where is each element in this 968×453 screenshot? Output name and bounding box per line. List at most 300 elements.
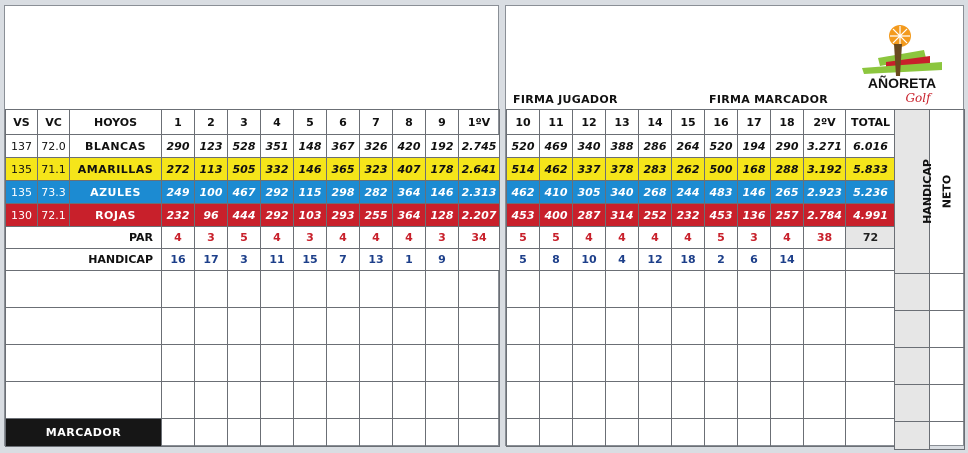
par-value: 4 (162, 227, 195, 249)
score-cell[interactable] (573, 271, 606, 308)
score-cell[interactable] (459, 345, 500, 382)
score-cell[interactable] (540, 308, 573, 345)
score-cell[interactable] (672, 271, 705, 308)
vc-header: VC (38, 110, 70, 135)
player-row (507, 271, 896, 308)
score-cell[interactable] (195, 382, 228, 419)
score-cell[interactable] (846, 308, 896, 345)
tee-distance: 288 (771, 158, 804, 181)
score-cell[interactable] (294, 382, 327, 419)
tee-vc: 72.1 (38, 204, 70, 227)
neto-cell[interactable] (930, 274, 965, 311)
score-cell[interactable] (507, 419, 540, 447)
score-cell[interactable] (804, 419, 846, 447)
score-cell[interactable] (228, 271, 261, 308)
handicap-value: 3 (228, 249, 261, 271)
handicap-value: 1 (393, 249, 426, 271)
score-cell[interactable] (804, 382, 846, 419)
tee-distance: 293 (327, 204, 360, 227)
hole-header: 14 (639, 110, 672, 135)
score-cell[interactable] (360, 308, 393, 345)
handicap-value: 14 (771, 249, 804, 271)
tee-name: AZULES (70, 181, 162, 204)
par-value: 5 (540, 227, 573, 249)
tee-distance: 500 (705, 158, 738, 181)
score-cell[interactable] (195, 419, 228, 447)
tee-distance: 283 (639, 158, 672, 181)
score-cell[interactable] (672, 345, 705, 382)
hole-header: 9 (426, 110, 459, 135)
score-cell[interactable] (228, 308, 261, 345)
tee-distance: 268 (639, 181, 672, 204)
tee-row-amarillas (6, 158, 500, 181)
tee-distance: 462 (507, 181, 540, 204)
score-cell[interactable] (162, 308, 195, 345)
in-header: 2ºV (804, 110, 846, 135)
score-cell[interactable] (606, 308, 639, 345)
handicap-value: 18 (672, 249, 705, 271)
score-cell[interactable] (771, 419, 804, 447)
tee-in: 2.923 (804, 181, 846, 204)
score-cell[interactable] (195, 271, 228, 308)
tee-distance: 194 (738, 135, 771, 158)
score-cell[interactable] (459, 308, 500, 345)
score-cell[interactable] (672, 308, 705, 345)
score-cell[interactable] (606, 345, 639, 382)
score-cell[interactable] (573, 382, 606, 419)
score-cell[interactable] (804, 271, 846, 308)
par-value: 5 (507, 227, 540, 249)
hole-header: 18 (771, 110, 804, 135)
handicap-value: 12 (639, 249, 672, 271)
tee-row-azules (507, 181, 896, 204)
tee-distance: 128 (426, 204, 459, 227)
tee-distance: 337 (573, 158, 606, 181)
score-cell[interactable] (507, 308, 540, 345)
tee-distance: 292 (261, 181, 294, 204)
score-cell[interactable] (507, 382, 540, 419)
tee-vs: 137 (6, 135, 38, 158)
par-value: 4 (393, 227, 426, 249)
tee-row-blancas (6, 135, 500, 158)
logo-script: Golf (905, 91, 931, 105)
score-cell[interactable] (540, 382, 573, 419)
score-cell[interactable] (162, 419, 195, 447)
tee-distance: 520 (507, 135, 540, 158)
tee-distance: 113 (195, 158, 228, 181)
handicap-row (6, 249, 500, 271)
hoyos-header: HOYOS (70, 110, 162, 135)
handicap-value: 6 (738, 249, 771, 271)
tee-in: 3.192 (804, 158, 846, 181)
handicap-value: 2 (705, 249, 738, 271)
score-cell[interactable] (639, 271, 672, 308)
par-value: 4 (639, 227, 672, 249)
marcador-row (507, 419, 896, 447)
handicap-neto-table (894, 109, 965, 450)
tee-out: 2.313 (459, 181, 500, 204)
tee-row-amarillas (507, 158, 896, 181)
tee-distance: 264 (672, 135, 705, 158)
hole-header: 15 (672, 110, 705, 135)
tee-vc: 71.1 (38, 158, 70, 181)
tee-distance: 326 (360, 135, 393, 158)
hole-header: 7 (360, 110, 393, 135)
score-cell[interactable] (639, 419, 672, 447)
tee-distance: 192 (426, 135, 459, 158)
tee-distance: 292 (261, 204, 294, 227)
handicap-cell[interactable] (895, 348, 930, 385)
score-cell[interactable] (639, 308, 672, 345)
player-row (6, 345, 500, 382)
score-cell[interactable] (327, 308, 360, 345)
score-cell[interactable] (639, 345, 672, 382)
par-value: 4 (672, 227, 705, 249)
logo-text: AÑORETA (867, 75, 937, 91)
score-cell[interactable] (771, 345, 804, 382)
tee-distance: 146 (294, 158, 327, 181)
tee-total: 4.991 (846, 204, 896, 227)
tee-distance: 255 (360, 204, 393, 227)
handicap-in (804, 249, 846, 271)
par-value: 5 (228, 227, 261, 249)
tee-distance: 290 (162, 135, 195, 158)
tee-in: 3.271 (804, 135, 846, 158)
score-cell[interactable] (846, 345, 896, 382)
tee-distance: 314 (606, 204, 639, 227)
score-cell[interactable] (195, 345, 228, 382)
tee-distance: 244 (672, 181, 705, 204)
score-cell[interactable] (771, 271, 804, 308)
player-row (507, 382, 896, 419)
tee-vc: 72.0 (38, 135, 70, 158)
tee-distance: 505 (228, 158, 261, 181)
tee-total: 6.016 (846, 135, 896, 158)
tee-distance: 262 (672, 158, 705, 181)
score-cell[interactable] (540, 419, 573, 447)
vs-header: VS (6, 110, 38, 135)
score-cell[interactable] (672, 419, 705, 447)
player-row (6, 271, 500, 308)
player-name-cell[interactable] (6, 308, 162, 345)
firma-jugador-label: FIRMA JUGADOR (513, 93, 618, 106)
score-cell[interactable] (360, 419, 393, 447)
player-row (507, 345, 896, 382)
tee-distance: 252 (639, 204, 672, 227)
handicap-label: HANDICAP (6, 249, 162, 271)
score-cell[interactable] (606, 419, 639, 447)
score-cell[interactable] (261, 308, 294, 345)
tee-distance: 444 (228, 204, 261, 227)
score-cell[interactable] (294, 419, 327, 447)
back-nine-table (506, 109, 896, 447)
marcador-label: MARCADOR (6, 419, 162, 447)
score-cell[interactable] (804, 308, 846, 345)
score-cell[interactable] (705, 419, 738, 447)
player-name-cell[interactable] (6, 271, 162, 308)
tee-vs: 135 (6, 158, 38, 181)
tee-in: 2.784 (804, 204, 846, 227)
tee-distance: 257 (771, 204, 804, 227)
tee-distance: 282 (360, 181, 393, 204)
tee-distance: 469 (540, 135, 573, 158)
tee-distance: 453 (507, 204, 540, 227)
neto-cell[interactable] (930, 311, 965, 348)
score-cell[interactable] (573, 345, 606, 382)
tee-distance: 136 (738, 204, 771, 227)
handicap-value: 17 (195, 249, 228, 271)
handicap-cell[interactable] (895, 385, 930, 422)
tee-distance: 340 (573, 135, 606, 158)
hole-header: 11 (540, 110, 573, 135)
score-cell[interactable] (606, 271, 639, 308)
score-cell[interactable] (426, 419, 459, 447)
tee-distance: 323 (360, 158, 393, 181)
tee-out: 2.207 (459, 204, 500, 227)
score-cell[interactable] (294, 345, 327, 382)
handicap-value: 16 (162, 249, 195, 271)
player-name-cell[interactable] (6, 382, 162, 419)
tee-distance: 232 (672, 204, 705, 227)
par-value: 4 (261, 227, 294, 249)
score-cell[interactable] (393, 271, 426, 308)
anoreta-golf-logo (856, 16, 948, 106)
tee-distance: 290 (771, 135, 804, 158)
score-cell[interactable] (393, 419, 426, 447)
score-cell[interactable] (738, 345, 771, 382)
player-row (507, 308, 896, 345)
score-cell[interactable] (327, 345, 360, 382)
scorecard-back-nine (505, 5, 964, 446)
tee-name: ROJAS (70, 204, 162, 227)
score-cell[interactable] (639, 382, 672, 419)
hole-header: 6 (327, 110, 360, 135)
score-cell[interactable] (360, 271, 393, 308)
score-cell[interactable] (294, 271, 327, 308)
out-header: 1ºV (459, 110, 500, 135)
score-cell[interactable] (672, 382, 705, 419)
par-row (507, 227, 896, 249)
tee-distance: 96 (195, 204, 228, 227)
tee-distance: 420 (393, 135, 426, 158)
hole-header: 17 (738, 110, 771, 135)
handicap-value: 15 (294, 249, 327, 271)
handicap-total (846, 249, 896, 271)
tee-distance: 265 (771, 181, 804, 204)
par-value: 3 (195, 227, 228, 249)
hole-header: 10 (507, 110, 540, 135)
header-row (507, 110, 896, 135)
score-cell[interactable] (294, 308, 327, 345)
tee-distance: 378 (606, 158, 639, 181)
score-cell[interactable] (426, 271, 459, 308)
tee-distance: 146 (738, 181, 771, 204)
hole-header: 3 (228, 110, 261, 135)
score-cell[interactable] (195, 308, 228, 345)
handicap-value: 7 (327, 249, 360, 271)
tee-distance: 272 (162, 158, 195, 181)
tee-name: AMARILLAS (70, 158, 162, 181)
par-value: 3 (426, 227, 459, 249)
tee-out: 2.745 (459, 135, 500, 158)
score-cell[interactable] (804, 345, 846, 382)
score-cell[interactable] (846, 419, 896, 447)
tee-distance: 388 (606, 135, 639, 158)
player-name-cell[interactable] (6, 345, 162, 382)
player-row (6, 382, 500, 419)
score-cell[interactable] (705, 382, 738, 419)
tee-distance: 514 (507, 158, 540, 181)
hole-header: 8 (393, 110, 426, 135)
handicap-cell[interactable] (895, 274, 930, 311)
handicap-value: 10 (573, 249, 606, 271)
tee-distance: 407 (393, 158, 426, 181)
score-cell[interactable] (426, 382, 459, 419)
hole-header: 1 (162, 110, 195, 135)
score-cell[interactable] (228, 419, 261, 447)
score-cell[interactable] (846, 271, 896, 308)
score-cell[interactable] (459, 419, 500, 447)
tee-vs: 135 (6, 181, 38, 204)
tee-vs: 130 (6, 204, 38, 227)
tee-distance: 364 (393, 181, 426, 204)
neto-cell[interactable] (930, 385, 965, 422)
tee-distance: 178 (426, 158, 459, 181)
par-total: 72 (846, 227, 896, 249)
score-cell[interactable] (162, 271, 195, 308)
tee-distance: 168 (738, 158, 771, 181)
tee-distance: 305 (573, 181, 606, 204)
score-cell[interactable] (393, 345, 426, 382)
par-row (6, 227, 500, 249)
score-cell[interactable] (540, 345, 573, 382)
handicap-value: 9 (426, 249, 459, 271)
tee-distance: 148 (294, 135, 327, 158)
score-cell[interactable] (738, 419, 771, 447)
header-row (6, 110, 500, 135)
score-cell[interactable] (162, 382, 195, 419)
par-value: 4 (360, 227, 393, 249)
player-row (6, 308, 500, 345)
score-cell[interactable] (327, 419, 360, 447)
hole-header: 5 (294, 110, 327, 135)
par-value: 5 (705, 227, 738, 249)
score-cell[interactable] (771, 308, 804, 345)
front-nine-table (5, 109, 500, 447)
tee-distance: 520 (705, 135, 738, 158)
tee-row-azules (6, 181, 500, 204)
neto-column-header: NETO (930, 110, 965, 274)
tee-distance: 453 (705, 204, 738, 227)
par-label: PAR (6, 227, 162, 249)
tee-distance: 286 (639, 135, 672, 158)
score-cell[interactable] (738, 271, 771, 308)
score-cell[interactable] (360, 345, 393, 382)
score-cell[interactable] (261, 271, 294, 308)
tee-distance: 287 (573, 204, 606, 227)
score-cell[interactable] (771, 382, 804, 419)
score-cell[interactable] (426, 308, 459, 345)
tee-distance: 365 (327, 158, 360, 181)
score-cell[interactable] (507, 345, 540, 382)
tee-distance: 367 (327, 135, 360, 158)
tee-distance: 462 (540, 158, 573, 181)
score-cell[interactable] (327, 382, 360, 419)
par-in: 38 (804, 227, 846, 249)
score-cell[interactable] (426, 345, 459, 382)
score-cell[interactable] (459, 271, 500, 308)
score-cell[interactable] (261, 345, 294, 382)
score-cell[interactable] (507, 271, 540, 308)
score-cell[interactable] (459, 382, 500, 419)
neto-cell[interactable] (930, 348, 965, 385)
tee-row-rojas (6, 204, 500, 227)
total-header: TOTAL (846, 110, 896, 135)
handicap-out (459, 249, 500, 271)
tee-name: BLANCAS (70, 135, 162, 158)
tee-distance: 232 (162, 204, 195, 227)
handicap-value: 11 (261, 249, 294, 271)
handicap-row (507, 249, 896, 271)
tee-distance: 115 (294, 181, 327, 204)
score-cell[interactable] (261, 419, 294, 447)
hole-header: 16 (705, 110, 738, 135)
par-value: 4 (771, 227, 804, 249)
tee-total: 5.236 (846, 181, 896, 204)
tee-distance: 123 (195, 135, 228, 158)
par-value: 4 (606, 227, 639, 249)
score-cell[interactable] (540, 271, 573, 308)
hole-header: 4 (261, 110, 294, 135)
scorecard-front-nine (4, 5, 499, 446)
tee-total: 5.833 (846, 158, 896, 181)
score-cell[interactable] (228, 345, 261, 382)
score-cell[interactable] (705, 345, 738, 382)
tee-distance: 146 (426, 181, 459, 204)
handicap-cell[interactable] (895, 311, 930, 348)
score-cell[interactable] (162, 345, 195, 382)
tee-distance: 483 (705, 181, 738, 204)
handicap-cell[interactable] (895, 422, 930, 450)
par-value: 3 (738, 227, 771, 249)
par-value: 4 (327, 227, 360, 249)
tee-distance: 351 (261, 135, 294, 158)
score-cell[interactable] (393, 382, 426, 419)
score-cell[interactable] (573, 419, 606, 447)
score-cell[interactable] (705, 271, 738, 308)
hole-header: 12 (573, 110, 606, 135)
tee-distance: 467 (228, 181, 261, 204)
handicap-value: 13 (360, 249, 393, 271)
tee-distance: 400 (540, 204, 573, 227)
score-cell[interactable] (327, 271, 360, 308)
score-cell[interactable] (228, 382, 261, 419)
neto-cell[interactable] (930, 422, 965, 450)
tee-distance: 410 (540, 181, 573, 204)
score-cell[interactable] (738, 382, 771, 419)
tee-distance: 332 (261, 158, 294, 181)
score-cell[interactable] (360, 382, 393, 419)
score-cell[interactable] (573, 308, 606, 345)
tee-distance: 100 (195, 181, 228, 204)
score-cell[interactable] (261, 382, 294, 419)
score-cell[interactable] (846, 382, 896, 419)
score-cell[interactable] (606, 382, 639, 419)
score-cell[interactable] (738, 308, 771, 345)
score-cell[interactable] (705, 308, 738, 345)
tee-distance: 528 (228, 135, 261, 158)
score-cell[interactable] (393, 308, 426, 345)
